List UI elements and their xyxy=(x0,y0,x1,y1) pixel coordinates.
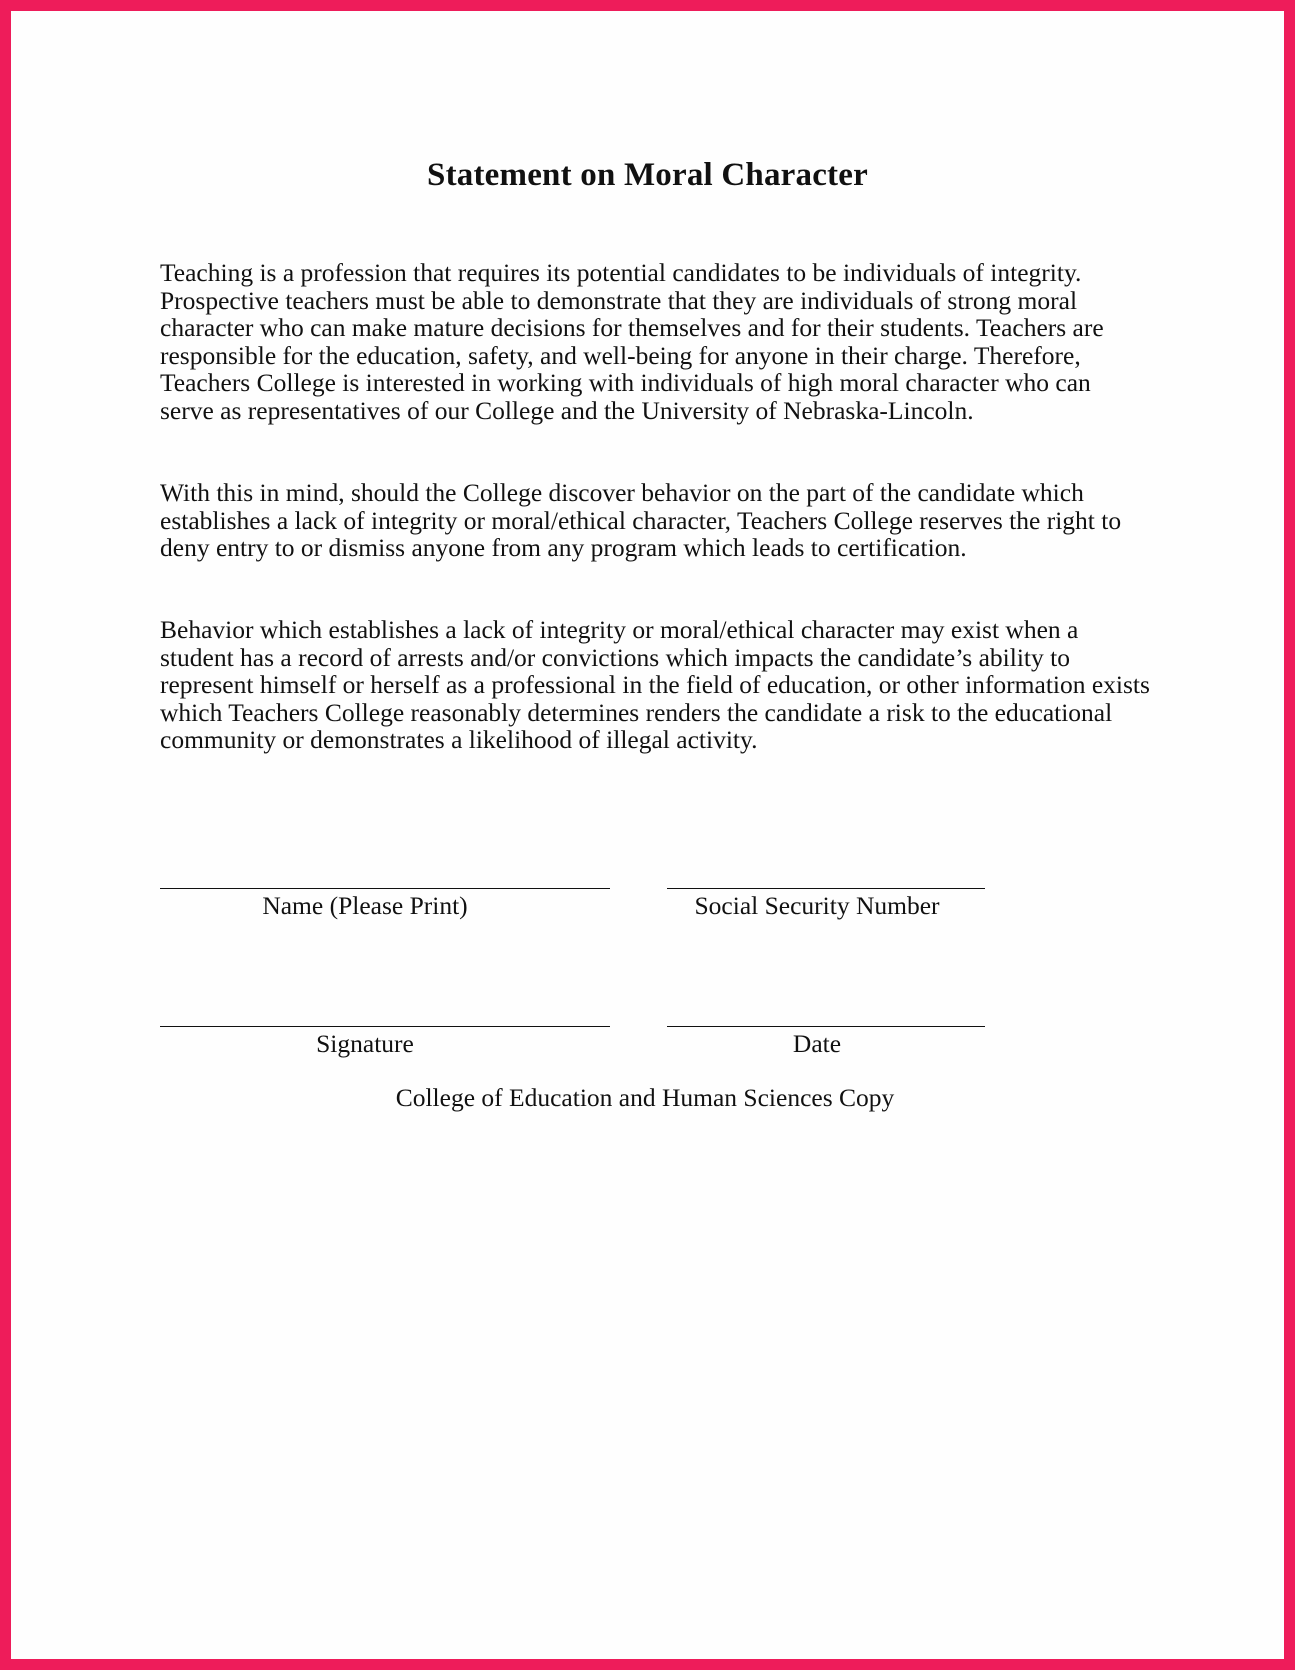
date-signature-line[interactable] xyxy=(667,1026,985,1027)
name-field-label: Name (Please Print) xyxy=(262,891,468,920)
page-title: Statement on Moral Character xyxy=(427,157,868,193)
date-field-label: Date xyxy=(792,1029,842,1058)
ssn-field-label: Social Security Number xyxy=(694,891,940,920)
signature-field-label: Signature xyxy=(316,1029,414,1058)
paragraph-behavior: Behavior which establishes a lack of integrity or moral/ethical character may exist when a student has a record of arrests and/or convictions which impacts the candidate’s ability to represent himself or herself as a professional in the field of education, or other information exists which Teachers College reasonably determines renders the candidate a risk to the educational community or demonstrates a likelihood of illegal activity. xyxy=(160,615,1150,754)
paragraph-policy: With this in mind, should the College discover behavior on the part of the candidate which establishes a lack of integrity or moral/ethical character, Teachers College reserves the right to deny entry to or dismiss anyone from any program which leads to certification. xyxy=(160,478,1122,562)
copy-designation-footer: College of Education and Human Sciences Copy xyxy=(395,1083,895,1112)
name-signature-line[interactable] xyxy=(160,888,610,889)
paragraph-intro: Teaching is a profession that requires its potential candidates to be individuals of integrity. Prospective teachers must be able to demonstrate that they are individuals of strong moral character who can make mature decisions for themselves and for their students. Teachers are responsible for the education, safety, and well-being for anyone in their charge. Therefore, Teachers College is interested in working with individuals of high moral character who can serve as representatives of our College and the University of Nebraska-Lincoln. xyxy=(160,258,1104,425)
signature-line[interactable] xyxy=(160,1026,610,1027)
ssn-signature-line[interactable] xyxy=(667,888,985,889)
